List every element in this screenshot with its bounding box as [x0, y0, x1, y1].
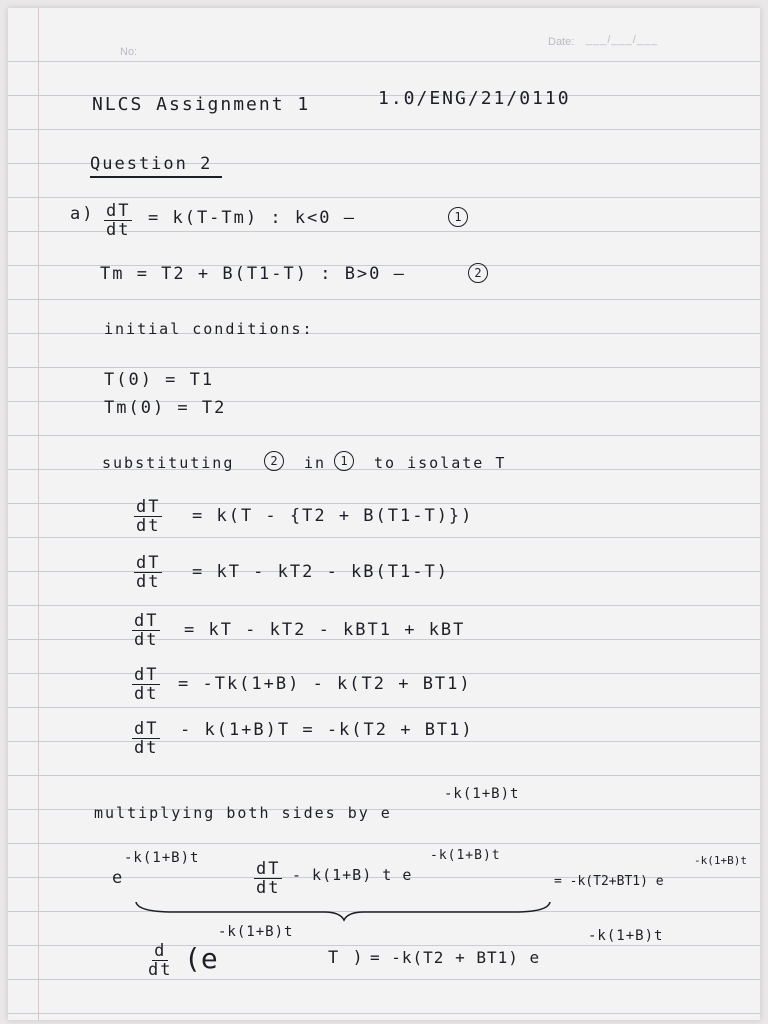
step2-rhs: = kT - kT2 - kB(T1-T) — [192, 562, 449, 582]
line-a-derivative — [254, 860, 282, 897]
step1-derivative — [134, 498, 162, 535]
line-b-inner: (e — [184, 942, 218, 975]
printed-date-blank: ___/___/___ — [586, 34, 659, 46]
subst-text-a: substituting — [102, 454, 235, 472]
line-a-mid-exp: -k(1+B)t — [430, 848, 501, 863]
multiply-text: multiplying both sides by e — [94, 804, 392, 822]
subst-tag-a: 2 — [264, 451, 284, 471]
line-a-den: dt — [256, 878, 281, 898]
ic-2: Tm(0) = T2 — [104, 398, 227, 418]
line-b-den: dt — [148, 960, 173, 980]
step5-rhs: - k(1+B)T = -k(T2 + BT1) — [180, 720, 474, 740]
line-b-inner-exp: -k(1+B)t — [218, 924, 294, 940]
line-b-rhs: = -k(T2 + BT1) e — [370, 948, 541, 967]
line-a-num: dT — [256, 859, 281, 879]
line-a-prefix: e — [112, 868, 125, 888]
margin-line — [38, 8, 39, 1020]
step4-num: dT — [134, 665, 159, 685]
eq2: Tm = T2 + B(T1-T) : B>0 — — [100, 264, 406, 284]
line-b-derivative — [148, 942, 172, 979]
eq1-tag: 1 — [448, 207, 468, 227]
step5-derivative — [132, 720, 160, 757]
eq1-derivative — [104, 202, 132, 239]
subst-tag-b: 1 — [334, 451, 354, 471]
heading-underline — [90, 176, 222, 178]
line-a-mid: - k(1+B) t e — [292, 866, 413, 884]
student-id: 1.0/ENG/21/0110 — [378, 88, 571, 109]
step3-rhs: = kT - kT2 - kBT1 + kBT — [184, 620, 466, 640]
step5-num: dT — [134, 719, 159, 739]
subst-text-b: to isolate T — [374, 454, 507, 472]
notebook-page — [8, 8, 760, 1020]
multiply-exp: -k(1+B)t — [444, 786, 520, 802]
ic-1: T(0) = T1 — [104, 370, 215, 390]
part-label: a) — [70, 204, 95, 224]
printed-date-label: Date: — [548, 36, 575, 48]
question-heading: Question 2 — [90, 154, 213, 174]
step5-den: dt — [134, 738, 159, 758]
step2-num: dT — [136, 553, 161, 573]
step2-derivative — [134, 554, 162, 591]
assignment-title: NLCS Assignment 1 — [92, 94, 311, 115]
step3-den: dt — [134, 630, 159, 650]
step4-derivative — [132, 666, 160, 703]
step4-rhs: = -Tk(1+B) - k(T2 + BT1) — [178, 674, 472, 694]
line-a-rhs-exp: -k(1+B)t — [694, 854, 747, 867]
eq1-num: dT — [106, 201, 131, 221]
line-a-rhs: = -k(T2+BT1) e — [554, 874, 664, 889]
line-b-rhs-exp: -k(1+B)t — [588, 928, 664, 944]
line-b-T: T ) — [328, 948, 365, 968]
printed-no-label: No: — [120, 46, 138, 58]
step3-num: dT — [134, 611, 159, 631]
eq1-rhs: = k(T-Tm) : k<0 — — [148, 208, 356, 228]
line-b-num: d — [154, 941, 167, 961]
subst-text-in: in — [304, 454, 327, 472]
underbrace — [134, 900, 554, 922]
step2-den: dt — [136, 572, 161, 592]
eq1-den: dt — [106, 220, 131, 240]
eq2-tag: 2 — [468, 263, 488, 283]
step1-num: dT — [136, 497, 161, 517]
step3-derivative — [132, 612, 160, 649]
step4-den: dt — [134, 684, 159, 704]
ic-heading: initial conditions: — [104, 320, 314, 338]
step1-den: dt — [136, 516, 161, 536]
step1-rhs: = k(T - {T2 + B(T1-T)}) — [192, 506, 474, 526]
line-a-exp: -k(1+B)t — [124, 850, 200, 866]
